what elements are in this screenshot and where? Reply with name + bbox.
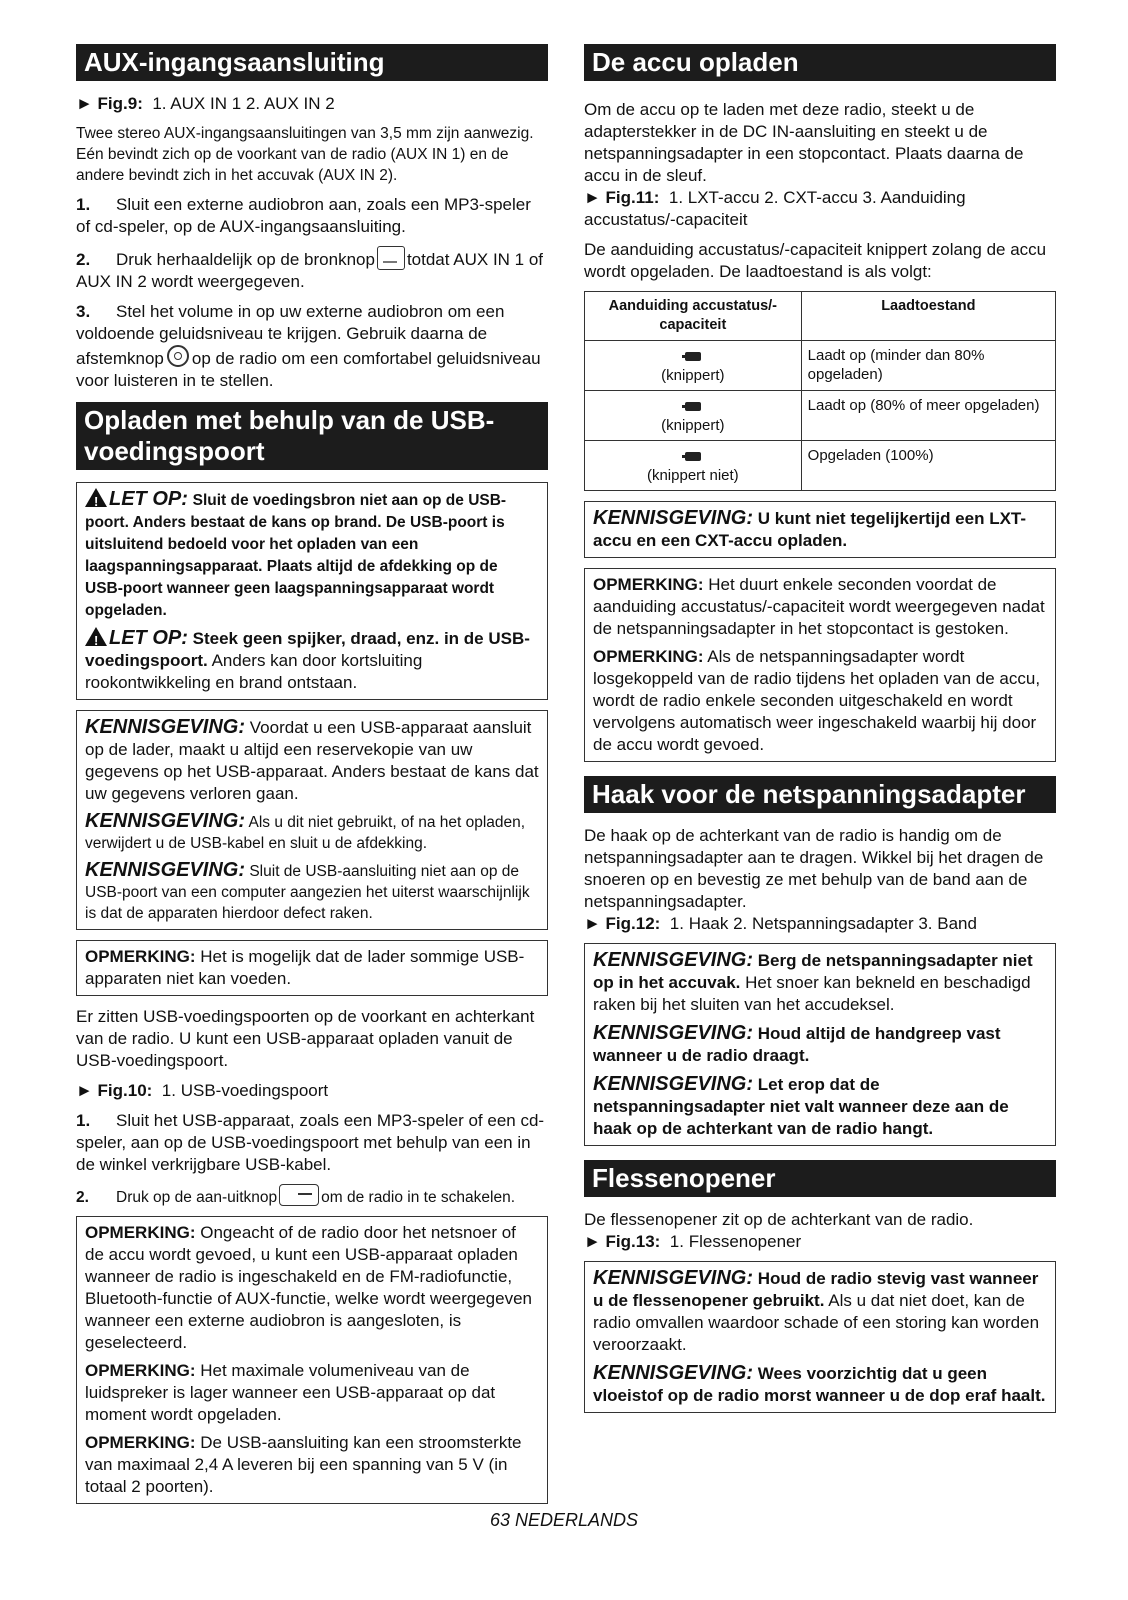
notice-1: KENNISGEVING: Voordat u een USB-apparaat aansluit op de lader, maakt u altijd een reservekopie van uw gegevens op het USB-apparaat. Anders bestaat de kans dat uw gegevens verloren gaan. (85, 716, 539, 803)
usb-step-1: 1. Sluit het USB-apparaat, zoals een MP3-speler of een cd-speler, aan op de USB-voedingspoort met behulp van een in de winkel verkrijgbare USB-kabel. (76, 1111, 545, 1174)
usb-caution-box (76, 482, 548, 700)
bottle-paragraph: De flessenopener zit op de achterkant van de radio. (584, 1210, 974, 1229)
hook-notice-box (584, 943, 1056, 1146)
warning-icon (85, 627, 107, 646)
source-button-icon (377, 246, 405, 270)
notice-1: KENNISGEVING: Houd de radio stevig vast wanneer u de flessenopener gebruikt. Als u dat niet doet, kan de radio omvallen waardoor schade of een storing kan worden veroorzaakt. (593, 1267, 1040, 1354)
usb-note-box-1 (76, 940, 548, 996)
note-4: OPMERKING: De USB-aansluiting kan een stroomsterkte van maximaal 2,4 A leveren bij een spanning van 5 V (in totaal 2 poorten). (85, 1433, 522, 1496)
charge-notice-box (584, 501, 1056, 558)
fig11-caption: ► Fig.11: 1. LXT-accu 2. CXT-accu 3. Aanduiding accustatus/-capaciteit (584, 188, 966, 229)
fig13-caption: ► Fig.13: 1. Flessenopener (584, 1232, 802, 1251)
note-2: OPMERKING: Als de netspanningsadapter wordt losgekoppeld van de radio tijdens het opladen van de accu, wordt de radio enkele seconden uitgeschakeld en wordt vervolgens automatisch weer ingeschakeld waarbij hij door de accu wordt gevoed. (593, 647, 1041, 754)
note-2: OPMERKING: Ongeacht of de radio door het netsnoer of de accu wordt gevoed, u kunt een USB-apparaat opladen wanneer de radio is ingeschakeld en de FM-radiofunctie, Bluetooth-functie of AUX-functie, welke wordt weergegeven wanneer een externe audiobron is aangesloten, is geselecteerd. (85, 1223, 532, 1352)
table-row: (knippert niet) Opgeladen (100%) (585, 441, 1056, 491)
aux-heading: AUX-ingangsaansluiting (76, 44, 548, 81)
table-header-state: Laadtoestand (801, 292, 1055, 341)
aux-intro: Twee stereo AUX-ingangsaansluitingen van 3,5 mm zijn aanwezig. Eén bevindt zich op de voorkant van de radio (AUX IN 1) en de andere bevindt zich in het accuvak (AUX IN 2). (76, 125, 534, 184)
charge-intro: Om de accu op te laden met deze radio, steekt u de adapterstekker in de DC IN-aansluiting en steekt u de netspanningsadapter in een stopcontact. Plaats daarna de accu in de sleuf. (584, 100, 1024, 185)
charge-paragraph: De aanduiding accustatus/-capaciteit knippert zolang de accu wordt opgeladen. De laadtoestand is als volgt: (584, 240, 1047, 281)
aux-step-2: 2. Druk herhaaldelijk op de bronknop totdat AUX IN 1 of AUX IN 2 wordt weergegeven. (76, 246, 548, 293)
note-3: OPMERKING: Het maximale volumeniveau van de luidspreker is lager wanneer een USB-apparaat op dat moment wordt opgeladen. (85, 1361, 496, 1424)
note-1: OPMERKING: Het is mogelijk dat de lader sommige USB-apparaten niet kan voeden. (85, 947, 525, 988)
page-footer: 63 NEDERLANDS (489, 1510, 639, 1530)
hook-heading: Haak voor de netspanningsadapter (584, 776, 1056, 813)
right-column (584, 44, 1056, 1423)
left-column (76, 44, 548, 1514)
usb-step-2: 2. Druk op de aan-uitknop om de radio in te schakelen. (76, 1184, 548, 1208)
battery-icon (685, 352, 701, 361)
table-row: (knippert) Laadt op (minder dan 80% opgeladen) (585, 341, 1056, 391)
hook-paragraph: De haak op de achterkant van de radio is handig om de netspanningsadapter aan te dragen. Wikkel bij het dragen de snoeren op en bevestig ze met behulp van de band aan de netspanningsadapter. (584, 826, 1044, 911)
notice-2: KENNISGEVING: Houd altijd de handgreep vast wanneer u de radio draagt. (593, 1022, 1001, 1065)
aux-step-1: 1. Sluit een externe audiobron aan, zoals een MP3-speler of cd-speler, op de AUX-ingangsaansluiting. (76, 195, 531, 236)
note-1: OPMERKING: Het duurt enkele seconden voordat de aanduiding accustatus/-capaciteit wordt weergegeven nadat de netspanningsadapter in het stopcontact is gestoken. (593, 575, 1045, 638)
table-header-indicator: Aanduiding accustatus/-capaciteit (585, 292, 802, 341)
fig9-caption: ► Fig.9: 1. AUX IN 1 2. AUX IN 2 (76, 94, 335, 113)
bottle-notice-box (584, 1261, 1056, 1413)
caution-2: !LET OP: Steek geen spijker, draad, enz. in de USB-voedingspoort. Anders kan door kortsluiting rookontwikkeling en brand ontstaan. (85, 627, 539, 694)
table-row: (knippert) Laadt op (80% of meer opgeladen) (585, 391, 1056, 441)
fig12-caption: ► Fig.12: 1. Haak 2. Netspanningsadapter 3. Band (584, 914, 977, 933)
tuning-knob-icon (167, 345, 189, 367)
bottle-heading: Flessenopener (584, 1160, 1056, 1197)
usb-paragraph: Er zitten USB-voedingspoorten op de voorkant en achterkant van de radio. U kunt een USB-apparaat opladen vanuit de USB-voedingspoort. (76, 1007, 535, 1070)
charge-note-box (584, 568, 1056, 762)
charge-status-table (584, 291, 1056, 491)
battery-icon (685, 402, 701, 411)
usb-notice-box (76, 710, 548, 930)
aux-step-3: 3. Stel het volume in op uw externe audiobron om een voldoende geluidsniveau te krijgen. Gebruik daarna de afstemknop op de radio om een comfortabel geluidsniveau voor luisteren in te stellen. (76, 302, 541, 390)
caution-1: !LET OP: Sluit de voedingsbron niet aan op de USB-poort. Anders bestaat de kans op brand. De USB-poort is uitsluitend bedoeld voor het opladen van een laagspanningsapparaat. Plaats altijd de afdekking op de USB-poort wanneer geen laagspanningsapparaat wordt opgeladen. (85, 488, 539, 621)
notice-2: KENNISGEVING: Als u dit niet gebruikt, of na het opladen, verwijdert u de USB-kabel en sluit u de afdekking. (85, 810, 526, 852)
power-button-icon (279, 1184, 319, 1206)
notice-3: KENNISGEVING: Let erop dat de netspanningsadapter niet valt wanneer deze aan de haak op de achterkant van de radio hangt. (593, 1073, 1009, 1138)
notice-1: KENNISGEVING: Berg de netspanningsadapter niet op in het accuvak. Het snoer kan bekneld en beschadigd raken bij het sluiten van het accudeksel. (593, 949, 1033, 1014)
notice-2: KENNISGEVING: Wees voorzichtig dat u geen vloeistof op de radio morst wanneer u de dop eraf haalt. (593, 1362, 1046, 1405)
notice-3: KENNISGEVING: Sluit de USB-aansluiting niet aan op de USB-poort van een computer aangezien het uiterst waarschijnlijk is dat de apparaten hierdoor defect raken. (85, 859, 530, 922)
notice: KENNISGEVING: U kunt niet tegelijkertijd een LXT-accu en een CXT-accu opladen. (593, 507, 1027, 550)
fig10-caption: ► Fig.10: 1. USB-voedingspoort (76, 1081, 329, 1100)
usb-heading: Opladen met behulp van de USB-voedingspoort (76, 402, 548, 470)
battery-icon (685, 452, 701, 461)
charge-heading: De accu opladen (584, 44, 1056, 81)
warning-icon (85, 488, 107, 507)
usb-note-box-2 (76, 1216, 548, 1504)
